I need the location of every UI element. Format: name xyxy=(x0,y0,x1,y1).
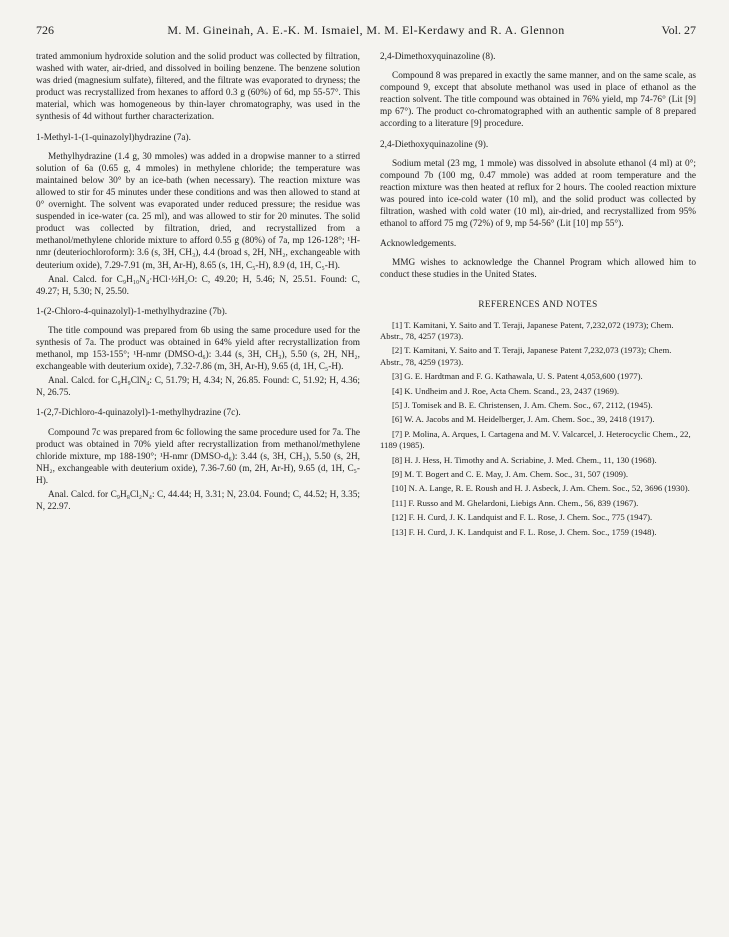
analysis-7b: Anal. Calcd. for C₉H₉ClN₄: C, 51.79; H, 4.34; N, 26.85. Found: C, 51.92; H, 4.36; N, 26.75. xyxy=(36,376,360,399)
section-heading-7b: 1-(2-Chloro-4-quinazolyl)-1-methylhydrazine (7b). xyxy=(36,306,228,317)
page-number: 726 xyxy=(36,23,54,37)
section-body-8: Compound 8 was prepared in exactly the same manner, and on the same scale, as compound 9, except that absolute methanol was used in place of ethanol as the reaction solvent. The title compound was obtained in 76% yield, mp 74-76° (Lit [9] mp 67°). The product co-chromatographed with an authentic sample of 8 prepared according to a literature [9] procedure. xyxy=(380,71,696,130)
left-column xyxy=(36,51,360,513)
reference-item: [1] T. Kamitani, Y. Saito and T. Teraji, Japanese Patent, 7,232,072 (1973); Chem. Abstr., 78, 4257 (1973). xyxy=(380,319,674,341)
reference-item: [11] F. Russo and M. Ghelardoni, Liebigs Ann. Chem., 56, 839 (1967). xyxy=(392,497,639,508)
reference-item: [13] F. H. Curd, J. K. Landquist and F. L. Rose, J. Chem. Soc., 1759 (1948). xyxy=(392,526,657,537)
section-body-9: Sodium metal (23 mg, 1 mmole) was dissolved in absolute ethanol (4 ml) at 0°; compound 7b (100 mg, 0.47 mmole) was added at room temperature and the reaction mixture was then heated at reflux for 2 hours. The cooled reaction mixture was poured into ice-cold water (10 ml), and the solid product was collected by filtration, washed with cold water (10 ml), air-dried, and recrystallized from 95% ethanol to afford 75 mg (72%) of 9, mp 54-56° (Lit [10] mp 55°). xyxy=(380,158,696,230)
reference-item: [5] J. Tomisek and B. E. Christensen, J. Am. Chem. Soc., 67, 2112, (1945). xyxy=(392,400,653,411)
acknowledgements-heading: Acknowledgements. xyxy=(380,239,457,250)
section-heading-7a: 1-Methyl-1-(1-quinazolyl)hydrazine (7a). xyxy=(36,132,191,143)
reference-list xyxy=(380,320,696,539)
running-authors: M. M. Gineinah, A. E.-K. M. Ismaiel, M. M. El-Kerdawy and R. A. Glennon xyxy=(167,23,565,37)
section-body-7b: The title compound was prepared from 6b using the same procedure used for the synthesis of 7a. The product was obtained in 64% yield after recrystallization from methanol, mp 153-155°; ¹H-nmr (DMSO-d₆): 3.44 (s, 3H, CH₃), 5.50 (s, 2H, NH₂, exchangeable with deuterium oxide), 7.32-7.86 (m, 3H, Ar-H), 9.65 (d, 1H, C₅-H). xyxy=(36,325,360,373)
intro-paragraph: trated ammonium hydroxide solution and the solid product was collected by filtration, washed with water, air-dried, and dissolved in boiling benzene. The benzene solution was dried (magnesium sulfate), filtered, and the filtrate was evaporated to dryness; the product was recrystallized from hexanes to afford 0.3 g (60%) of 6d, mp 55-57°. This material, which was homogeneous by thin-layer chromatography, was used in the synthesis of 4d without further characterization. xyxy=(36,52,360,123)
reference-item: [8] H. J. Hess, H. Timothy and A. Scriabine, J. Med. Chem., 11, 130 (1968). xyxy=(392,454,657,465)
running-header xyxy=(36,22,696,38)
volume-label: Vol. 27 xyxy=(661,23,696,37)
section-heading-7c: 1-(2,7-Dichloro-4-quinazolyl)-1-methylhydrazine (7c). xyxy=(36,408,241,419)
analysis-7a: Anal. Calcd. for C₉H₁₀N₄·HCl·½H₂O: C, 49.20; H, 5.46; N, 25.51. Found: C, 49.27; H, 5.30; N, 25.50. xyxy=(36,274,360,297)
reference-item: [2] T. Kamitani, Y. Saito and T. Teraji, Japanese Patent 7,232,073 (1973); Chem. Abstr., 78, 4259 (1973). xyxy=(380,345,672,367)
section-heading-9: 2,4-Diethoxyquinazoline (9). xyxy=(380,139,489,150)
reference-item: [3] G. E. Hardtman and F. G. Kathawala, U. S. Patent 4,053,600 (1977). xyxy=(392,371,643,382)
section-heading-8: 2,4-Dimethoxyquinazoline (8). xyxy=(380,52,496,62)
references-title: REFERENCES AND NOTES xyxy=(478,298,598,309)
reference-item: [7] P. Molina, A. Arques, I. Cartagena and M. V. Valcarcel, J. Heterocyclic Chem., 22, 1189 (1985). xyxy=(380,428,691,451)
analysis-7c: Anal. Calcd. for C₉H₈Cl₂N₄: C, 44.44; H, 3.31; N, 23.04. Found; C, 44.52; H, 3.35; N, 22.97. xyxy=(36,490,360,513)
reference-item: [6] W. A. Jacobs and M. Heidelberger, J. Am. Chem. Soc., 39, 2418 (1917). xyxy=(392,414,655,425)
reference-item: [12] F. H. Curd, J. K. Landquist and F. L. Rose, J. Chem. Soc., 775 (1947). xyxy=(392,512,653,523)
acknowledgements-body: MMG wishes to acknowledge the Channel Program which allowed him to conduct these studies in the United States. xyxy=(380,258,696,281)
section-body-7c: Compound 7c was prepared from 6c following the same procedure used for 7a. The product was obtained in 70% yield after recrystallization from methanol/methylene chloride mixture, mp 188-190°; ¹H-nmr (DMSO-d₆): 3.44 (s, 3H, CH₃), 5.50 (s, 2H, NH₂, exchangeable with deuterium oxide), 7.36-7.60 (m, 2H, Ar-H), 9.65 (d, 1H, C₅-H). xyxy=(36,427,360,486)
section-body-7a: Methylhydrazine (1.4 g, 30 mmoles) was added in a dropwise manner to a stirred solution of 6a (0.65 g, 4 mmoles) in methylene chloride; the temperature was maintained below 30° by an ice-bath (when necessary). The reaction mixture was allowed to stir for 45 minutes under these conditions and was then allowed to stand at 0° overnight. The solvent was evaporated under reduced pressure; the residue was suspended in ice-water (ca. 25 ml), and was allowed to stir for 20 minutes. The solid product was collected by filtration, dried, and recrystallized from a methanol/methylene chloride mixture to afford 0.55 g (80%) of 7a, mp 126-128°; ¹H-nmr (deuteriochloroform): 3.6 (s, 3H, CH₃), 4.4 (broad s, 2H, NH₂, exchangeable with deuterium oxide), 7.29-7.91 (m, 3H, Ar-H), 8.65 (s, 1H, C₅-H), 8.9 (d, 1H, C₅-H). xyxy=(36,151,360,271)
reference-item: [9] M. T. Bogert and C. E. May, J. Am. Chem. Soc., 31, 507 (1909). xyxy=(392,469,629,480)
reference-item: [10] N. A. Lange, R. E. Roush and H. J. Asbeck, J. Am. Chem. Soc., 52, 3696 (1930). xyxy=(392,483,690,494)
right-column xyxy=(380,51,696,541)
reference-item: [4] K. Undheim and J. Roe, Acta Chem. Scand., 23, 2437 (1969). xyxy=(392,385,620,396)
